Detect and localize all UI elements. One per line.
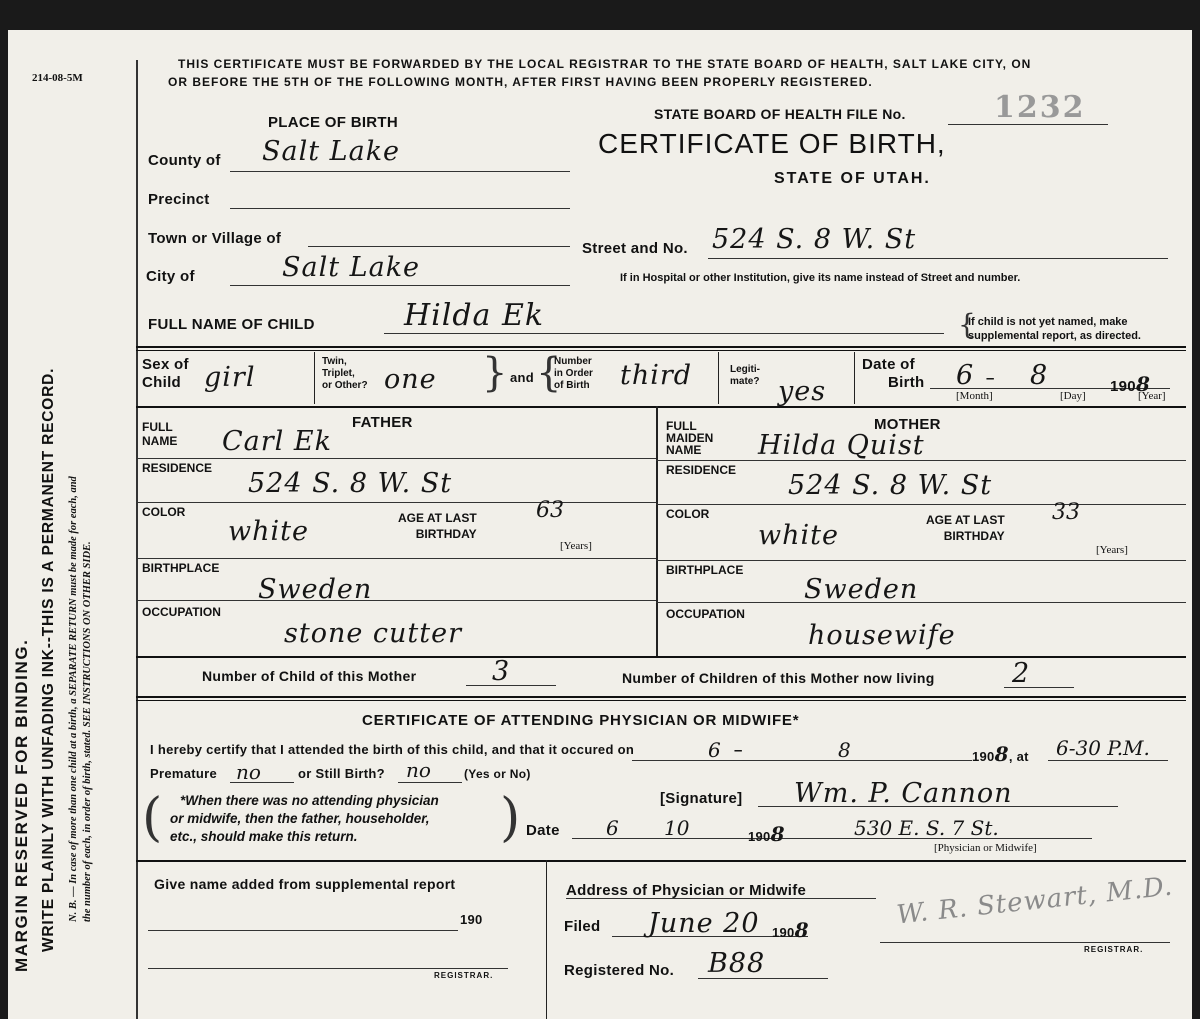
sex-value: girl bbox=[204, 362, 256, 393]
living-value: 2 bbox=[1012, 658, 1031, 689]
registrar-caption-left: REGISTRAR. bbox=[434, 971, 494, 980]
living-label: Number of Children of this Mother now living bbox=[622, 670, 935, 686]
date-label: Date bbox=[526, 822, 560, 839]
order-value: third bbox=[620, 360, 693, 391]
physician-address: 530 E. S. 7 St. bbox=[854, 816, 999, 840]
dob-day: 8 bbox=[1030, 360, 1049, 391]
mother-name-value: Hilda Quist bbox=[758, 430, 925, 461]
binding-margin-rule bbox=[136, 60, 138, 1019]
margin-ink-text: WRITE PLAINLY WITH UNFADING INK--THIS IS A PERMANENT RECORD. bbox=[40, 367, 57, 952]
legit-label: Legiti- mate? bbox=[730, 364, 760, 387]
notice-line-1: THIS CERTIFICATE MUST BE FORWARDED BY THE LOCAL REGISTRAR TO THE STATE BOARD OF HEALTH, SALT LAKE CITY, ON bbox=[178, 57, 1032, 71]
file-number: 1232 bbox=[994, 90, 1086, 125]
margin-instructions bbox=[8, 142, 96, 972]
notice-line-2: OR BEFORE THE 5TH OF THE FOLLOWING MONTH, AFTER FIRST HAVING BEEN PROPERLY REGISTERED. bbox=[168, 75, 873, 89]
still-birth-value: no bbox=[406, 758, 431, 782]
supplemental-year: 190 bbox=[460, 912, 483, 927]
year-caption: [Year] bbox=[1138, 390, 1166, 402]
mother-age-value: 33 bbox=[1052, 500, 1080, 525]
no-physician-note: *When there was no attending physician or midwife, then the father, householder, etc., should make this return. bbox=[170, 793, 439, 844]
filed-year: 1908 bbox=[772, 918, 809, 942]
father-age-label: AGE AT LAST BIRTHDAY bbox=[398, 511, 477, 541]
certificate-sheet: 214-08-5M MARGIN RESERVED FOR BINDING. WRITE PLAINLY WITH UNFADING INK--THIS IS A PERMANENT RECORD. N. B. — In case of more than one child at a birth, a SEPARATE RETURN must be made for each, and the number of each, in order of birth, stated. SEE INSTRUCTIONS ON OTHER SIDE. THIS CERTIFICATE MUST BE FORWARDED BY THE LOCAL REGISTRAR TO THE STATE BOARD OF HEALTH, SALT LAKE CITY, ON OR BEFORE THE 5TH OF THE FOLLOWING MONTH, AFTER FIRST HAVING BEEN PROPERLY REGISTERED. STATE BOARD OF HEALTH FILE No. 1232 CERTIFICATE OF BIRTH, STATE OF UTAH. PLACE OF BIRTH County of Salt Lake Precinct Town or Village of City of Salt Lake Street and No. 524 S. 8 W. St If in Hospital or other Institution, give its name instead of Street and number. FULL NAME OF CHILD Hilda Ek { If child is not yet named, make supplemental report, as directed. Sex of Child girl Twin, Triplet, or Other? one } and { Number in Order of Birth third Legiti- mate? yes Date of Birth 6 – 8 1908 [Month] [Day] [Year] FATHER FULL NAME Carl Ek RESIDENCE 524 S. 8 W. St COLOR white AGE AT LAST BIRTHDAY 63 [Years] BIRTHPLACE Sweden OCCUPATION stone cutter MOTHER FULL MAIDEN NAME Hilda Quist RESIDENCE 524 S. 8 W. St COLOR white AGE AT LAST BIRTHDAY 33 [Years] BIRTHPLACE Sweden OCCUPATION housewife Number of Child of this Mother 3 Number of Children of this Mother now living 2 CERTIFICATE OF ATTENDING PHYSICIAN OR MIDWIFE* I hereby certify that I attended the birth of this child, and that it occured on 6 – 8 1908, at 6-30 P.M. Premature no or Still Birth? no (Yes or No) ( *When there was no attending physician or midwife, then the father, householder, etc., should make this return. ) [Signature] Wm. P. Cannon Date 6 10 1908 530 E. S. 7 St. [Physician or Midwife] Give name added from supplemental report 190 REGISTRAR. Address of Physician or Midwife Filed June 20 1908 Registered No. B88 W. R. Stewart, M.D. REGISTRAR. bbox=[8, 30, 1192, 1019]
father-name-value: Carl Ek bbox=[222, 426, 332, 457]
physician-signature: Wm. P. Cannon bbox=[794, 778, 1013, 809]
physician-heading: CERTIFICATE OF ATTENDING PHYSICIAN OR MIDWIFE* bbox=[362, 712, 800, 729]
birth-time-value: 6-30 P.M. bbox=[1056, 736, 1150, 760]
registered-label: Registered No. bbox=[564, 962, 675, 979]
mother-color-label: COLOR bbox=[666, 507, 710, 521]
registrar-signature: W. R. Stewart, M.D. bbox=[895, 871, 1175, 931]
twin-value: one bbox=[384, 364, 437, 395]
sign-month-value: 6 bbox=[606, 816, 619, 840]
father-residence-value: 524 S. 8 W. St bbox=[248, 468, 453, 499]
father-residence-label: RESIDENCE bbox=[142, 461, 213, 475]
mother-birthplace-value: Sweden bbox=[804, 574, 919, 605]
sex-label: Sex of Child bbox=[142, 356, 189, 391]
mother-color-value: white bbox=[758, 520, 839, 551]
mother-heading: MOTHER bbox=[874, 416, 941, 433]
registrar-caption-right: REGISTRAR. bbox=[1084, 945, 1144, 954]
birth-year-value: 1908, at bbox=[972, 742, 1029, 766]
and-label: and bbox=[510, 370, 535, 385]
filed-label: Filed bbox=[564, 918, 601, 935]
child-name-value: Hilda Ek bbox=[404, 298, 545, 333]
order-label: Number in Order of Birth bbox=[554, 356, 593, 391]
mother-birthplace-label: BIRTHPLACE bbox=[666, 563, 744, 577]
place-heading: PLACE OF BIRTH bbox=[268, 114, 399, 131]
father-occupation-label: OCCUPATION bbox=[142, 605, 221, 619]
dob-label: Date of Birth bbox=[862, 356, 925, 391]
margin-note-2: the number of each, in order of birth, stated. SEE INSTRUCTIONS ON OTHER SIDE. bbox=[82, 541, 93, 922]
street-note: If in Hospital or other Institution, give its name instead of Street and number. bbox=[620, 272, 1021, 284]
dob-year: 1908 bbox=[1110, 372, 1151, 396]
father-heading: FATHER bbox=[352, 414, 413, 431]
father-occupation-value: stone cutter bbox=[284, 618, 463, 649]
dob-month: 6 bbox=[956, 360, 975, 391]
yes-no-label: (Yes or No) bbox=[464, 767, 531, 781]
birth-day-value: 8 bbox=[838, 738, 851, 762]
certificate-subtitle: STATE OF UTAH. bbox=[774, 170, 931, 187]
filed-value: June 20 bbox=[648, 908, 760, 939]
county-value: Salt Lake bbox=[262, 136, 401, 167]
file-label: STATE BOARD OF HEALTH FILE No. bbox=[654, 106, 906, 122]
mother-years-caption: [Years] bbox=[1096, 544, 1128, 556]
mother-name-label: FULL MAIDEN NAME bbox=[666, 419, 714, 457]
mother-occupation-label: OCCUPATION bbox=[666, 607, 745, 621]
sign-day-value: 10 bbox=[664, 816, 690, 840]
father-color-value: white bbox=[228, 516, 309, 547]
child-number-value: 3 bbox=[492, 656, 511, 687]
child-number-label: Number of Child of this Mother bbox=[202, 668, 417, 684]
father-birthplace-value: Sweden bbox=[258, 574, 373, 605]
father-color-label: COLOR bbox=[142, 505, 186, 519]
sign-year-value: 1908 bbox=[748, 822, 785, 846]
mother-occupation-value: housewife bbox=[808, 620, 956, 651]
legit-value: yes bbox=[778, 376, 827, 407]
child-name-note-1: If child is not yet named, make bbox=[968, 316, 1128, 328]
month-caption: [Month] bbox=[956, 390, 993, 402]
father-age-value: 63 bbox=[536, 498, 564, 523]
premature-value: no bbox=[236, 760, 261, 784]
town-label: Town or Village of bbox=[148, 230, 282, 247]
father-birthplace-label: BIRTHPLACE bbox=[142, 561, 220, 575]
supplemental-label: Give name added from supplemental report bbox=[154, 876, 456, 892]
margin-binding-text: MARGIN RESERVED FOR BINDING. bbox=[12, 638, 31, 972]
street-label: Street and No. bbox=[582, 240, 688, 257]
birth-month-value: 6 bbox=[708, 738, 721, 762]
city-value: Salt Lake bbox=[282, 252, 421, 283]
form-number: 214-08-5M bbox=[32, 72, 83, 84]
certify-text: I hereby certify that I attended the birth of this child, and that it occured on bbox=[150, 742, 635, 757]
father-name-label: FULL NAME bbox=[142, 420, 178, 448]
twin-label: Twin, Triplet, or Other? bbox=[322, 356, 368, 391]
still-birth-label: or Still Birth? bbox=[298, 766, 385, 781]
father-years-caption: [Years] bbox=[560, 540, 592, 552]
mother-residence-label: RESIDENCE bbox=[666, 463, 737, 477]
premature-label: Premature bbox=[150, 766, 218, 781]
child-name-label: FULL NAME OF CHILD bbox=[148, 316, 315, 333]
city-label: City of bbox=[146, 268, 195, 285]
child-name-note-2: supplemental report, as directed. bbox=[968, 330, 1141, 342]
margin-note-1: N. B. — In case of more than one child at a birth, a SEPARATE RETURN must be made for each, and bbox=[68, 476, 79, 922]
street-value: 524 S. 8 W. St bbox=[712, 224, 917, 255]
mother-age-label: AGE AT LAST BIRTHDAY bbox=[926, 513, 1005, 543]
certificate-title: CERTIFICATE OF BIRTH, bbox=[598, 128, 946, 159]
precinct-label: Precinct bbox=[148, 191, 210, 208]
county-label: County of bbox=[148, 152, 221, 169]
mother-residence-value: 524 S. 8 W. St bbox=[788, 470, 993, 501]
day-caption: [Day] bbox=[1060, 390, 1086, 402]
signature-label: [Signature] bbox=[660, 790, 743, 807]
registered-value: B88 bbox=[708, 948, 766, 979]
physician-address-label: Address of Physician or Midwife bbox=[566, 882, 807, 899]
physician-role-caption: [Physician or Midwife] bbox=[934, 842, 1037, 854]
